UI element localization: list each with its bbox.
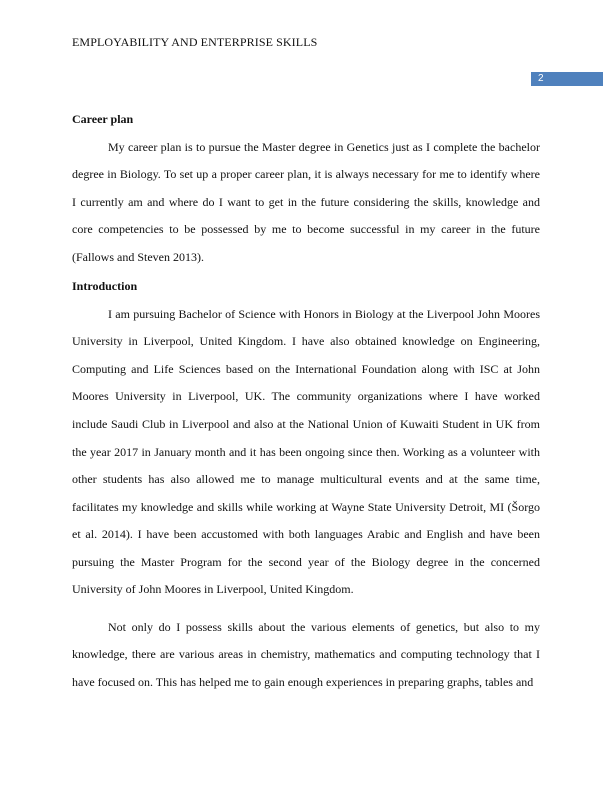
introduction-paragraph-2: Not only do I possess skills about the various elements of genetics, but also to my knowledge, there are various areas in chemistry, mathematics and computing technology that I have focused on. This has helped me to gain enough experiences in preparing graphs, tables and (72, 619, 540, 689)
document-body (72, 106, 540, 696)
career-plan-paragraph: My career plan is to pursue the Master degree in Genetics just as I complete the bachelor degree in Biology. To set up a proper career plan, it is always necessary for me to identify where I currently am and where do I want to get in the future considering the skills, knowledge and core competencies to be possessed by me to become successful in my career in the future (Fallows and Steven 2013). (72, 139, 540, 264)
career-plan-heading: Career plan (72, 112, 134, 126)
page-number-tab (531, 72, 603, 86)
running-head: EMPLOYABILITY AND ENTERPRISE SKILLS (72, 35, 318, 49)
page-number: 2 (538, 73, 544, 84)
introduction-paragraph-1: I am pursuing Bachelor of Science with Honors in Biology at the Liverpool John Moores University in Liverpool, United Kingdom. I have also obtained knowledge on Engineering, Computing and Life Sciences based on the International Foundation along with ISC at John Moores University in Liverpool, UK. The community organizations where I have worked include Saudi Club in Liverpool and also at the National Union of Kuwaiti Student in UK from the year 2017 in January month and it has been ongoing since then. Working as a volunteer with other students has also allowed me to manage multicultural events and at the same time, facilitates my knowledge and skills while working at Wayne State University Detroit, MI (Šorgo et al. 2014). I have been accustomed with both languages Arabic and English and have been pursuing the Master Program for the second year of the Biology degree in the concerned University of John Moores in Liverpool, United Kingdom. (72, 306, 540, 597)
introduction-heading: Introduction (72, 279, 138, 294)
